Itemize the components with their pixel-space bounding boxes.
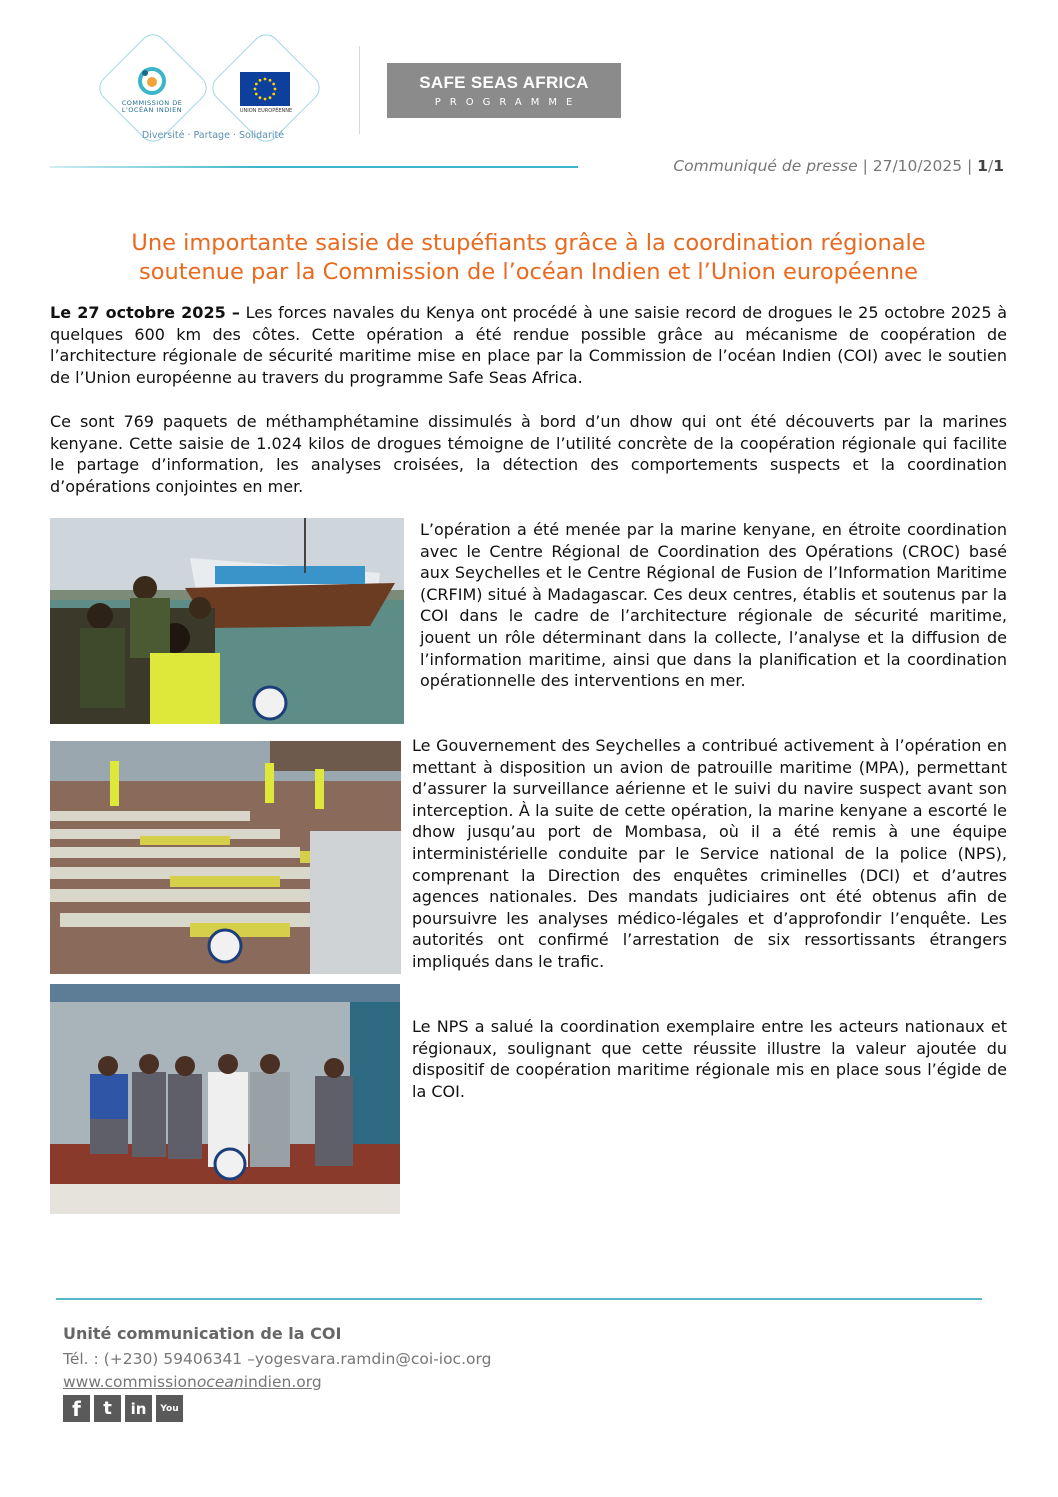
paragraph-intro-text: Les forces navales du Kenya ont procédé à une saisie record de drogues le 25 octobre 2025 à quelques 600 km des côtes. Cette opération a été rendue possible grâce au mécanisme de coopération de l’architecture régionale de sécurité maritime mise en place par la Commission de l’océan Indien (COI) avec le soutien de l’Union européenne au travers du programme Safe Seas Africa. [50,303,1008,387]
website-part-1: www.commission [63,1373,197,1391]
programme-title: SAFE SEAS AFRICA [419,73,589,92]
linkedin-icon[interactable]: in [125,1395,152,1422]
eu-flag-icon [240,72,290,106]
coi-logo-text: COMMISSION DE L'OCÉAN INDIEN [121,99,183,114]
headline-line-1: Une importante saisie de stupéfiants grâce à la coordination régionale [131,230,926,256]
release-date: 27/10/2025 [872,157,963,175]
paragraph-seychelles: Le Gouvernement des Seychelles a contribué activement à l’opération en mettant à disposition un avion de patrouille maritime (MPA), permettant d’assurer la surveillance aérienne et le suivi du navire suspect avant son interception. À la suite de cette opération, la marine kenyane a escorté le dhow jusqu’au port de Mombasa, où il a été remis à une équipe interministérielle conduite par le Service national de la police (NPS), comprenant la Direction des enquêtes criminelles (DCI) et d’autres agences nationales. Des mandats judiciaires ont été obtenus afin de poursuivre les analyses médico-légales et d’approfondir l’enquête. Les autorités ont confirmé l’arrestation de six ressortissants étrangers impliqués dans le trafic. [412,736,1007,971]
footer-website-link[interactable] [63,1373,322,1391]
website-part-3: indien.org [243,1373,322,1391]
programme-badge [387,63,621,118]
footer-unit: Unité communication de la COI [63,1324,342,1343]
headline [50,229,1007,287]
page-total: 1 [993,157,1004,175]
doc-type: Communiqué de presse [673,157,858,175]
page-current: 1 [977,157,988,175]
headline-line-2: soutenue par la Commission de l’océan Indien et l’Union européenne [139,259,918,285]
photo-seized-packets [50,741,401,974]
footer-contact: Tél. : (+230) 59406341 –yogesvara.ramdin@coi-ioc.org [63,1350,492,1368]
press-release-meta: Communiqué de presse | 27/10/2025 | 1/1 [673,157,1004,175]
footer-rule [56,1298,982,1300]
coi-emblem-icon [137,66,167,96]
social-links [63,1395,183,1422]
dateline: Le 27 octobre 2025 – [50,303,240,322]
paragraph-operation: L’opération a été menée par la marine kenyane, en étroite coordination avec le Centre Régional de Coordination des Opérations (CROC) basé aux Seychelles et le Centre Régional de Fusion de l’Information Maritime (CRFIM) situé à Madagascar. Ces deux centres, établis et soutenus par la COI dans le cadre de l’architecture régionale de sécurité maritime, jouent un rôle déterminant dans la collecte, l’analyse et la diffusion de l’information maritime, ainsi que dans la planification et la coordination opérationnelle des interventions en mer. [420,520,1007,691]
youtube-icon[interactable]: You [156,1395,183,1422]
header-rule [50,166,578,168]
paragraph-seizure: Ce sont 769 paquets de méthamphétamine dissimulés à bord d’un dhow qui ont été découverts par la marines kenyane. Cette saisie de 1.024 kilos de drogues témoigne de l’utilité concrète de la coopération régionale qui facilite le partage d’information, les analyses croisées, la détection des comportements suspects et la coordination d’opérations conjointes en mer. [50,412,1007,496]
facebook-icon[interactable]: f [63,1395,90,1422]
paragraph-intro [50,302,1007,388]
photo-arrested-suspects [50,984,400,1214]
photo-dhow-interception [50,518,404,724]
programme-subtitle: PROGRAMME [434,97,582,108]
paragraph-nps: Le NPS a salué la coordination exemplaire entre les acteurs nationaux et régionaux, soulignant que cette réussite illustre la valeur ajoutée du dispositif de coopération maritime régionale mis en place sous l’égide de la COI. [412,1017,1007,1101]
website-part-2: ocean [196,1373,244,1391]
eu-logo-text: UNION EUROPÉENNE [239,108,293,114]
twitter-icon[interactable]: t [94,1395,121,1422]
header-divider [359,46,360,134]
coi-motto: Diversité · Partage · Solidarité [141,130,285,141]
